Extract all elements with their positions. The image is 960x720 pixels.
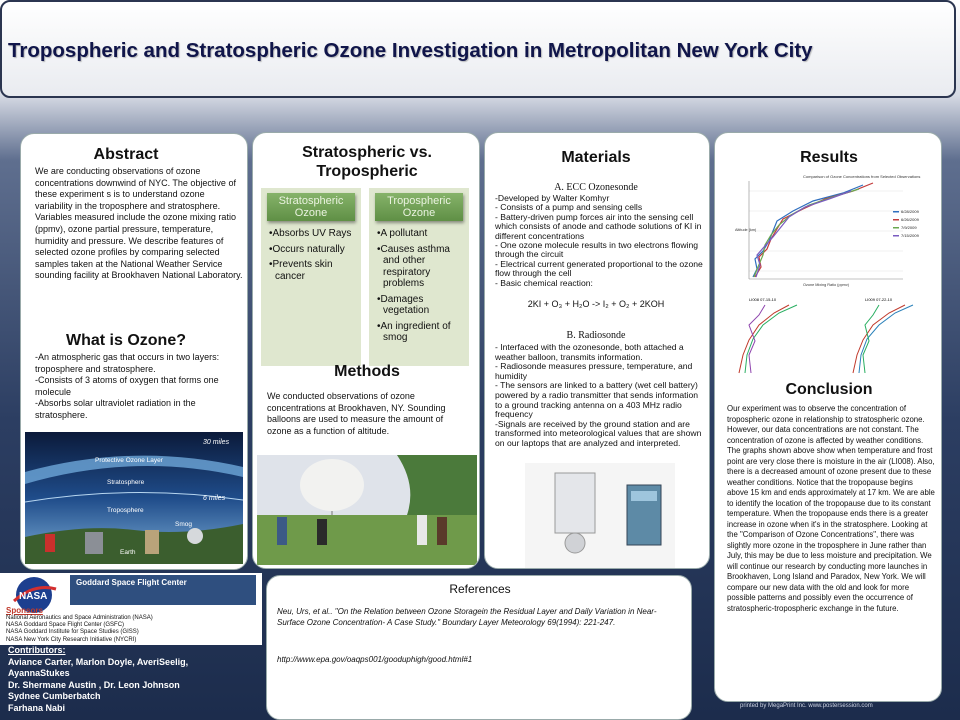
sounding-profile-charts — [719, 295, 939, 375]
ozone-fact-1: -An atmospheric gas that occurs in two layers: troposphere and stratosphere. — [35, 352, 220, 374]
label-stratosphere: Stratosphere — [107, 479, 145, 486]
strat-item: • Absorbs UV Rays — [269, 228, 359, 240]
comparison-panel — [252, 132, 480, 569]
strat-item: • Occurs naturally — [269, 244, 359, 256]
sponsors-heading: Sponsors — [6, 606, 43, 615]
tropospheric-list — [377, 228, 467, 348]
reference-2: http://www.epa.gov/oaqps001/gooduphigh/good.html#1 — [277, 655, 473, 664]
sponsor-item: NASA New York City Research Initiative (NYCRI) — [6, 636, 137, 643]
reference-1: Neu, Urs, et al.. "On the Relation between Ozone Storagein the Residual Layer and Daily Variation in Near-Surface Ozone Concentration- A Case Study." Boundary Layer Meteorology 69(1994): 221-247. — [277, 607, 657, 627]
printer-credit: printed by MegaPrint Inc. www.postersession.com — [740, 703, 873, 709]
sponsor-item: National Aeronautics and Space Administration (NASA) — [6, 615, 153, 621]
contributors-box — [0, 645, 262, 720]
contributor-line: Dr. Shermane Austin , Dr. Leon Johnson — [8, 679, 180, 690]
materials-heading: Materials — [561, 149, 631, 166]
radiosonde-line: - The sensors are linked to a battery (wet cell battery) powered by a radio transmitter that sends information to a ground tracking antenna on a 403 MHz radio frequency — [495, 380, 699, 420]
abstract-panel — [20, 133, 248, 570]
balloon-launch-photo — [257, 455, 477, 565]
references-heading: References — [449, 582, 511, 596]
ozonesonde-line: - Consists of a pump and sensing cells — [495, 202, 643, 213]
ozonesonde-title: A. ECC Ozonesonde — [554, 182, 638, 193]
label-smog: Smog — [175, 521, 192, 528]
stratospheric-card-header: Stratospheric Ozone — [267, 193, 355, 221]
chart-xlabel: Ozone Mixing Ratio (ppmv) — [803, 283, 850, 287]
radiosonde-line: - Radiosonde measures pressure, temperature, and humidity — [495, 361, 693, 381]
chart-title: Comparison of Ozone Concentrations from Selected Observations — [803, 174, 921, 179]
stratospheric-list — [269, 228, 359, 286]
sponsors-box — [0, 573, 262, 645]
contributors-heading: Contributors: — [8, 645, 66, 655]
contributor-line: Aviance Carter, Marlon Doyle, AveriSeelig, — [8, 656, 189, 667]
title-banner — [0, 0, 956, 98]
tropospheric-card — [369, 188, 469, 366]
small-chart-left-title: LI008 07-15-10 — [749, 297, 777, 302]
svg-text:7/15/2009: 7/15/2009 — [901, 233, 919, 238]
conclusion-text: Our experiment was to observe the concentration of tropospheric ozone in relationship to stratospheric ozone. However, our data concentrations are not constant. The concentration of ozone is affected by weather conditions. The graphs shown above show when temperature and frost point are very close there is moisture in the air (LI008). Also, there is a decreased amount of ozone present due to these weather conditions. Notice that the tropopause begins above 15 km and ends approximately at 17 km. We are able to identify the location of the tropopause due to its constant temperature. When the tropopause ends there is a greater increase in ozone when it's in the stratosphere. Looking at the "Comparison of Ozone Concentrations", there was slightly more ozone in the troposphere in June rather than July, this may be due to less moisture and precipitation. We will continue our research by conducting more launches in Brookhaven, Long Island and Paradox, New York. We will compare our new data with the old and look for more possible patterns and possibly even the occurrence of stratospheric-tropospheric exchange in the future. — [727, 404, 935, 613]
sponsors-list — [6, 615, 258, 644]
sponsor-item: NASA Goddard Space Flight Center (GSFC) — [6, 622, 125, 629]
gsfc-banner-text: Goddard Space Flight Center — [76, 578, 187, 587]
label-6-miles: 6 miles — [203, 495, 226, 502]
label-protective: Protective Ozone Layer — [95, 457, 163, 464]
ozone-fact-3: -Absorbs solar ultraviolet radiation in the stratosphere. — [35, 398, 196, 420]
conclusion-heading: Conclusion — [785, 381, 873, 398]
radiosonde-lines — [495, 343, 707, 449]
contributor-line: Farhana Nabi — [8, 702, 66, 713]
svg-text:NASA: NASA — [19, 591, 48, 602]
small-chart-right-title: LI009 07-22-10 — [865, 297, 893, 302]
strat-item: • Prevents skin cancer — [269, 259, 359, 282]
trop-item: • A pollutant — [377, 228, 467, 240]
methods-heading: Methods — [334, 363, 400, 380]
ozonesonde-line: - One ozone molecule results in two electrons flowing through the circuit — [495, 240, 699, 260]
ozone-comparison-chart — [733, 171, 933, 291]
label-earth: Earth — [120, 549, 136, 556]
svg-text:6/26/2009: 6/26/2009 — [901, 217, 919, 222]
radiosonde-line: - Interfaced with the ozonesonde, both attached a weather balloon, transmits information. — [495, 342, 684, 362]
trop-item: • An ingredient of smog — [377, 321, 467, 344]
chemical-reaction: 2KI + O₃ + H₂O -> I₂ + O₂ + 2KOH — [527, 299, 665, 309]
results-panel — [714, 132, 942, 702]
materials-panel — [484, 132, 710, 569]
svg-text:7/9/2009: 7/9/2009 — [901, 225, 917, 230]
tropospheric-card-header: Tropospheric Ozone — [375, 193, 463, 221]
gsfc-banner — [70, 575, 256, 605]
contributor-line: Sydnee Cumberbatch — [8, 691, 101, 701]
ozone-fact-2: -Consists of 3 atoms of oxygen that forms one molecule — [35, 375, 219, 397]
ozonesonde-line: - Battery-driven pump forces air into the sensing cell which consists of anode and cathode solutions of KI in different concentrations — [495, 211, 702, 241]
methods-text: We conducted observations of ozone concentrations at Brookhaven, NY. Sounding balloons are used to measure the amount of ozone as a function of altitude. — [267, 391, 446, 436]
ozonesonde-lines — [495, 194, 707, 288]
svg-text:6/28/2009: 6/28/2009 — [901, 209, 919, 214]
abstract-heading: Abstract — [93, 146, 159, 163]
references-panel — [266, 575, 692, 720]
ozonesonde-line: - Electrical current generated proportional to the ozone flow through the cell — [495, 258, 703, 279]
comparison-heading: Stratospheric vs. Tropospheric — [302, 144, 432, 180]
radiosonde-line: -Signals are received by the ground station and are transformed into meteorological values that are shown on our laptops that are analyzed and interpreted. — [495, 418, 702, 448]
poster-title: Tropospheric and Stratospheric Ozone Investigation in Metropolitan New York City — [8, 39, 813, 62]
chart-ylabel: Altitude (km) — [735, 228, 757, 232]
abstract-text: We are conducting observations of ozone concentrations downwind of NYC. The objective of these experiment s is to understand ozone variability in the troposphere and stratosphere. Variables measured include the ozone mixing ratio (ppmv), ozone partial pressure, temperature, humidity and pressure. We describe features of selected ozone profiles by comparing selected samples taken at the National Weather Service sounding facility at Brookhaven National Laboratory. — [35, 166, 243, 281]
contributor-line: AyannaStukes — [8, 668, 70, 678]
results-heading: Results — [800, 149, 858, 166]
trop-item: • Damages vegetation — [377, 294, 467, 317]
ozonesonde-line: -Developed by Walter Komhyr — [495, 193, 610, 203]
ozone-heading: What is Ozone? — [66, 332, 186, 349]
ozone-layer-illustration — [25, 432, 243, 564]
trop-item: • Causes asthma and other respiratory problems — [377, 244, 467, 290]
ozonesonde-line: - Basic chemical reaction: — [495, 277, 593, 288]
sponsor-item: NASA Goddard Institute for Space Studies (GISS) — [6, 629, 139, 636]
label-troposphere: Troposphere — [107, 507, 144, 514]
sonde-equipment-photo — [525, 463, 675, 569]
stratospheric-card — [261, 188, 361, 366]
ozone-facts — [35, 352, 243, 422]
radiosonde-title: B. Radiosonde — [566, 330, 626, 341]
label-30-miles: 30 miles — [203, 439, 230, 446]
